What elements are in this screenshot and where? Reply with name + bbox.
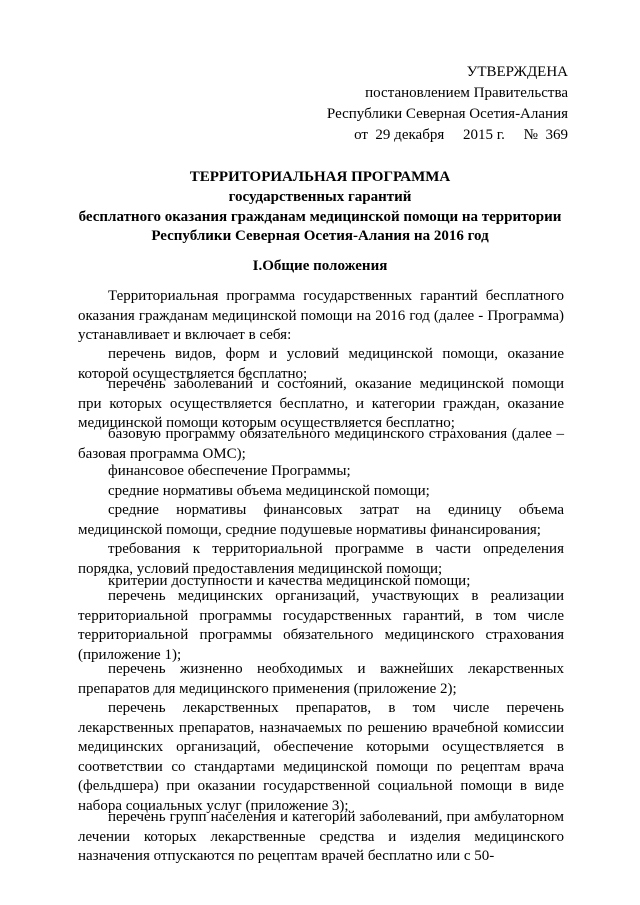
paragraph-item-6: средние нормативы финансовых затрат на единицу объема медицинской помощи, средние подушевые нормативы финансирования; — [78, 502, 564, 538]
paragraph-item-1: перечень видов, форм и условий медицинской помощи, оказание которой осуществляется бесплатно; — [78, 346, 564, 382]
approval-line-1: постановлением Правительства — [365, 85, 568, 101]
paragraph-item-10: перечень жизненно необходимых и важнейших лекарственных препаратов для медицинского применения (приложение 2); — [78, 661, 564, 697]
paragraph-item-9: перечень медицинских организаций, участвующих в реализации территориальной программы государственных гарантий, в том числе территориальной программы обязательного медицинского страхования (приложение 1); — [78, 588, 564, 663]
paragraph-item-11: перечень лекарственных препаратов, в том числе перечень лекарственных препаратов, назначаемых по решению врачебной комиссии медицинских организаций, обеспечение которыми осуществляется в соответствии со стандартами медицинской помощи по рецептам врача (фельдшера) при оказании государственной социальной помощи в виде набора социальных услуг (приложение 3); — [78, 700, 564, 814]
approval-line-3: от 29 декабря 2015 г. № 369 — [354, 127, 568, 143]
paragraph-intro: Территориальная программа государственных гарантий бесплатного оказания гражданам медицинской помощи на 2016 год (далее - Программа) устанавливает и включает в себя: — [78, 288, 564, 343]
section-heading: I.Общие положения — [252, 258, 388, 274]
approval-heading: УТВЕРЖДЕНА — [466, 64, 568, 80]
paragraph-item-12: перечень групп населения и категорий заболеваний, при амбулаторном лечении которых лекарственные средства и изделия медицинского назначения отпускаются по рецептам врачей бесплатно или с 50- — [78, 809, 564, 864]
paragraph-item-7: требования к территориальной программе в части определения порядка, условий предоставления медицинской помощи; — [78, 541, 564, 577]
approval-line-2: Республики Северная Осетия-Алания — [326, 106, 568, 122]
paragraph-item-3: базовую программу обязательного медицинского страхования (далее – базовая программа ОМС); — [78, 426, 564, 462]
title-line-4: Республики Северная Осетия-Алания на 2016 год — [151, 228, 489, 244]
paragraph-item-4: финансовое обеспечение Программы; — [108, 463, 351, 479]
title-line-3: бесплатного оказания гражданам медицинской помощи на территории — [78, 209, 562, 225]
paragraph-item-8: критерии доступности и качества медицинской помощи; — [108, 573, 471, 589]
paragraph-item-5: средние нормативы объема медицинской помощи; — [108, 483, 430, 499]
title-line-2: государственных гарантий — [228, 189, 412, 205]
title-line-1: ТЕРРИТОРИАЛЬНАЯ ПРОГРАММА — [189, 169, 451, 185]
paragraph-item-2: перечень заболеваний и состояний, оказание медицинской помощи при которых осуществляется бесплатно, и категории граждан, оказание медицинской помощи которым осуществляется бесплатно; — [78, 376, 564, 431]
